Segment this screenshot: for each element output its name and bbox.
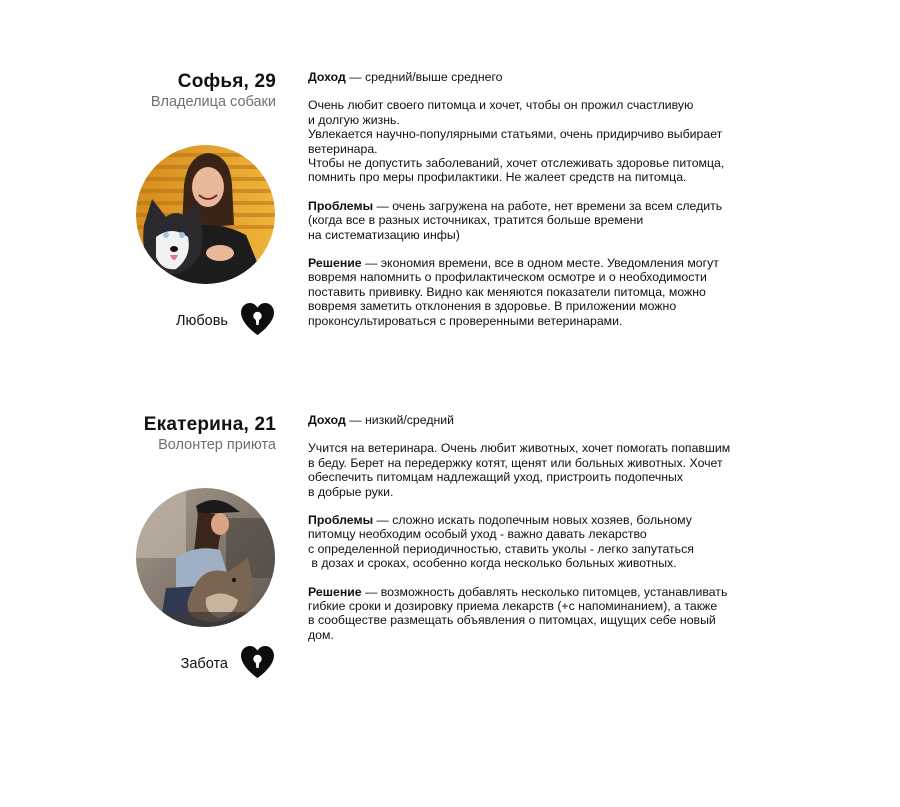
- solution-label: Решение: [308, 584, 362, 599]
- income-value: — низкий/средний: [345, 413, 455, 427]
- persona-role: Волонтер приюта: [158, 437, 276, 453]
- solution-text: — возможность добавлять несколько питомцев, устанавливать: [361, 584, 728, 599]
- problems-line: на систематизацию инфы): [308, 227, 460, 242]
- persona-details: [308, 413, 778, 642]
- persona-name: Екатерина, 21: [143, 414, 276, 435]
- income-label: Доход: [308, 70, 346, 84]
- persona-value-label: Забота: [180, 656, 228, 672]
- woman-with-husky-photo-icon: [136, 145, 275, 284]
- solution-line: вовремя напомнить о профилактическом осмотре и о необходимости: [308, 270, 707, 285]
- persona-role: Владелица собаки: [150, 94, 276, 110]
- income-line: [308, 70, 778, 84]
- description-line: ветеринара.: [308, 141, 378, 156]
- description-line: помнить про меры профилактики. Не жалеет средств на питомца.: [308, 170, 687, 185]
- description-line: Очень любит своего питомца и хочет, чтобы он прожил счастливую: [308, 98, 694, 113]
- persona-avatar-photo: [136, 488, 275, 627]
- solution-line: [308, 256, 778, 270]
- volunteer-with-dog-photo-icon: [136, 488, 275, 627]
- heart-keyhole-icon: [240, 302, 275, 336]
- description-line: в добрые руки.: [308, 484, 394, 499]
- income-label: Доход: [308, 413, 346, 427]
- solution-line: в сообществе размещать объявления о питомцах, ищущих себе новый: [308, 613, 716, 628]
- problems-text: — очень загружена на работе, нет времени за всем следить: [373, 198, 723, 213]
- problems-label: Проблемы: [308, 513, 374, 528]
- description-line: Увлекается научно-популярными статьями, очень придирчиво выбирает: [308, 127, 723, 142]
- solution-line: вовремя заметить отклонения в здоровье. В приложении можно: [308, 299, 677, 314]
- problems-line: питомцу необходим особый уход - важно давать лекарство: [308, 527, 647, 542]
- problems-line: (когда все в разных источниках, тратится больше времени: [308, 213, 644, 228]
- problems-line: с определенной периодичностью, ставить уколы - легко запутаться: [308, 541, 694, 556]
- solution-line: [308, 585, 778, 599]
- description-line: обеспечить питомцам надлежащий уход, пристроить подопечных: [308, 470, 684, 485]
- solution-label: Решение: [308, 256, 362, 271]
- income-line: [308, 413, 778, 427]
- income-value: — средний/выше среднего: [345, 70, 503, 84]
- persona-value-label: Любовь: [175, 313, 228, 329]
- problems-line: в дозах и сроках, особенно когда несколько больных животных.: [308, 556, 677, 571]
- description-line: и долгую жизнь.: [308, 112, 400, 127]
- solution-line: поставить прививку. Видно как меняются показатели питомца, можно: [308, 284, 706, 299]
- description-line: в беду. Берет на передержку котят, щенят или больных животных. Хочет: [308, 455, 723, 470]
- solution-text: — экономия времени, все в одном месте. Уведомления могут: [361, 256, 719, 271]
- persona-details: [308, 70, 778, 328]
- solution-line: проконсультироваться с проверенными ветеринарами.: [308, 313, 623, 328]
- problems-label: Проблемы: [308, 198, 374, 213]
- persona-name: Софья, 29: [177, 71, 276, 92]
- problems-text: — сложно искать подопечным новых хозяев, больному: [373, 513, 692, 528]
- problems-line: [308, 513, 778, 527]
- heart-keyhole-icon: [240, 645, 275, 679]
- problems-line: [308, 199, 778, 213]
- description-line: Чтобы не допустить заболеваний, хочет отслеживать здоровье питомца,: [308, 156, 725, 171]
- persona-avatar-photo: [136, 145, 275, 284]
- solution-line: дом.: [308, 627, 334, 642]
- solution-line: гибкие сроки и дозировку приема лекарств (+с напоминанием), а также: [308, 599, 718, 614]
- description-line: Учится на ветеринара. Очень любит животных, хочет помогать попавшим: [308, 441, 731, 456]
